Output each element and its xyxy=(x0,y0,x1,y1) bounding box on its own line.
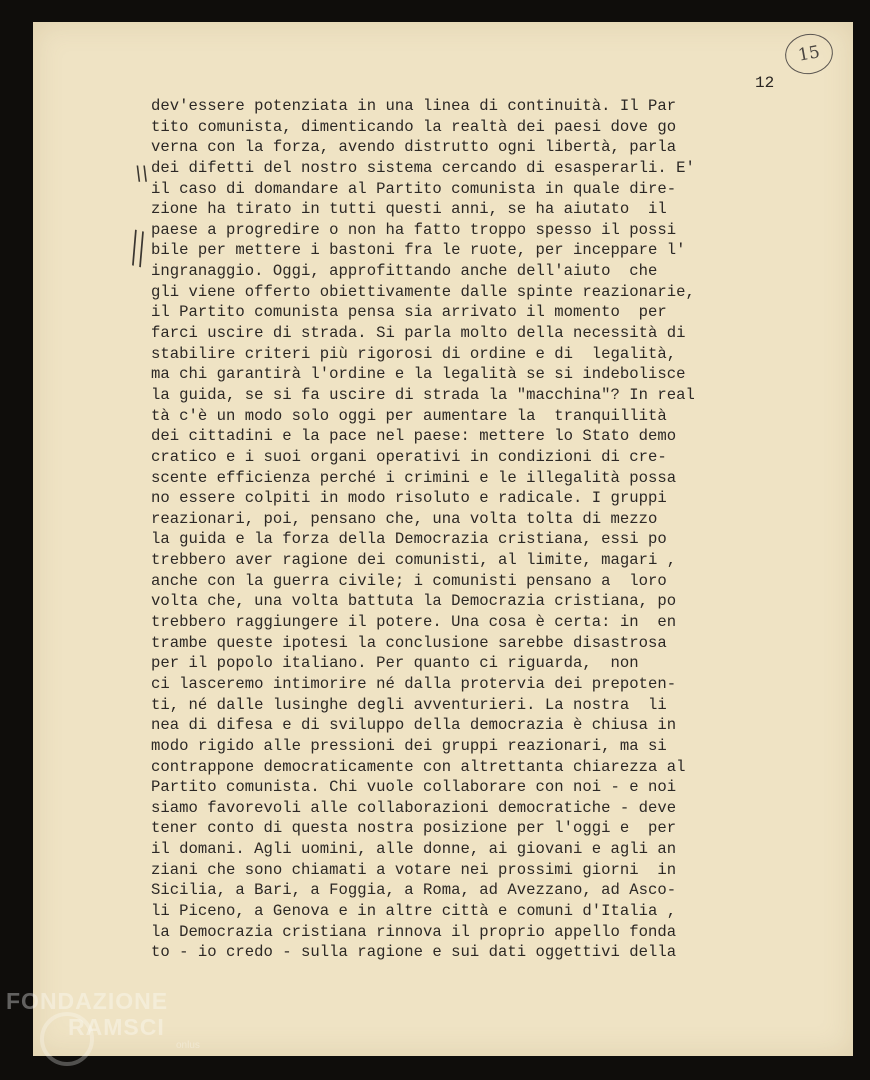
page-number: 12 xyxy=(755,74,775,92)
text-line: trebbero aver ragione dei comunisti, al limite, magari , xyxy=(151,551,677,570)
text-line: verna con la forza, avendo distrutto ogni libertà, parla xyxy=(151,138,677,157)
archive-number-mark: 15 xyxy=(782,30,836,78)
watermark-line: RAMSCI xyxy=(68,1014,165,1040)
text-line: per il popolo italiano. Per quanto ci riguarda, non xyxy=(151,654,639,673)
text-line: gli viene offerto obiettivamente dalle spinte reazionarie, xyxy=(151,282,695,301)
text-line: li Piceno, a Genova e in altre città e comuni d'Italia , xyxy=(151,901,677,920)
text-line: tito comunista, dimenticando la realtà dei paesi dove go xyxy=(151,117,677,136)
watermark-line: FONDAZIONE xyxy=(6,988,169,1014)
text-line: il caso di domandare al Partito comunista in quale dire- xyxy=(151,179,677,198)
text-line: dei difetti del nostro sistema cercando di esasperarli. E' xyxy=(151,158,695,177)
text-line: reazionari, poi, pensano che, una volta tolta di mezzo xyxy=(151,509,658,528)
typewritten-body-text xyxy=(151,96,747,963)
text-line: contrappone democraticamente con altrettanta chiarezza al xyxy=(151,757,686,776)
text-line: Partito comunista. Chi vuole collaborare con noi - e noi xyxy=(151,778,677,797)
text-line: dei cittadini e la pace nel paese: mettere lo Stato demo xyxy=(151,427,677,446)
text-line: trebbero raggiungere il potere. Una cosa è certa: in en xyxy=(151,613,677,632)
text-line: no essere colpiti in modo risoluto e radicale. I gruppi xyxy=(151,489,667,508)
margin-annotation: || xyxy=(129,224,148,269)
text-line: bile per mettere i bastoni fra le ruote, per inceppare l' xyxy=(151,241,686,260)
text-line: la guida e la forza della Democrazia cristiana, essi po xyxy=(151,530,667,549)
text-line: dev'essere potenziata in una linea di continuità. Il Par xyxy=(151,97,677,115)
text-line: volta che, una volta battuta la Democrazia cristiana, po xyxy=(151,592,677,611)
text-line: nea di difesa e di sviluppo della democrazia è chiusa in xyxy=(151,716,677,735)
text-line: tà c'è un modo solo oggi per aumentare la tranquillità xyxy=(151,406,667,425)
text-line: cratico e i suoi organi operativi in condizioni di cre- xyxy=(151,447,667,466)
text-line: stabilire criteri più rigorosi di ordine e di legalità, xyxy=(151,344,677,363)
text-line: la Democrazia cristiana rinnova il proprio appello fonda xyxy=(151,922,677,941)
text-line: il Partito comunista pensa sia arrivato il momento per xyxy=(151,303,667,322)
text-line: Sicilia, a Bari, a Foggia, a Roma, ad Avezzano, ad Asco- xyxy=(151,881,677,900)
text-line: anche con la guerra civile; i comunisti pensano a loro xyxy=(151,571,667,590)
text-line: ma chi garantirà l'ordine e la legalità se si indebolisce xyxy=(151,365,686,384)
text-line: zione ha tirato in tutti questi anni, se ha aiutato il xyxy=(151,200,667,219)
text-line: to - io credo - sulla ragione e sui dati oggettivi della xyxy=(151,943,677,962)
text-line: ti, né dalle lusinghe degli avventurieri. La nostra li xyxy=(151,695,667,714)
text-line: ci lasceremo intimorire né dalla protervia dei prepoten- xyxy=(151,674,677,693)
text-line: ziani che sono chiamati a votare nei prossimi giorni in xyxy=(151,860,677,879)
text-line: trambe queste ipotesi la conclusione sarebbe disastrosa xyxy=(151,633,667,652)
text-line: tener conto di questa nostra posizione per l'oggi e per xyxy=(151,819,677,838)
watermark-line: onlus xyxy=(176,1040,200,1051)
text-line: il domani. Agli uomini, alle donne, ai giovani e agli an xyxy=(151,840,677,859)
watermark xyxy=(6,988,200,1052)
text-line: la guida, se si fa uscire di strada la "macchina"? In real xyxy=(151,385,695,404)
text-line: paese a progredire o non ha fatto troppo spesso il possi xyxy=(151,220,677,239)
margin-annotation: \\ xyxy=(135,161,149,185)
text-line: farci uscire di strada. Si parla molto della necessità di xyxy=(151,324,686,343)
text-line: siamo favorevoli alle collaborazioni democratiche - deve xyxy=(151,798,677,817)
text-line: ingranaggio. Oggi, approfittando anche dell'aiuto che xyxy=(151,262,658,281)
text-line: modo rigido alle pressioni dei gruppi reazionari, ma si xyxy=(151,736,667,755)
text-line: scente efficienza perché i crimini e le illegalità possa xyxy=(151,468,677,487)
